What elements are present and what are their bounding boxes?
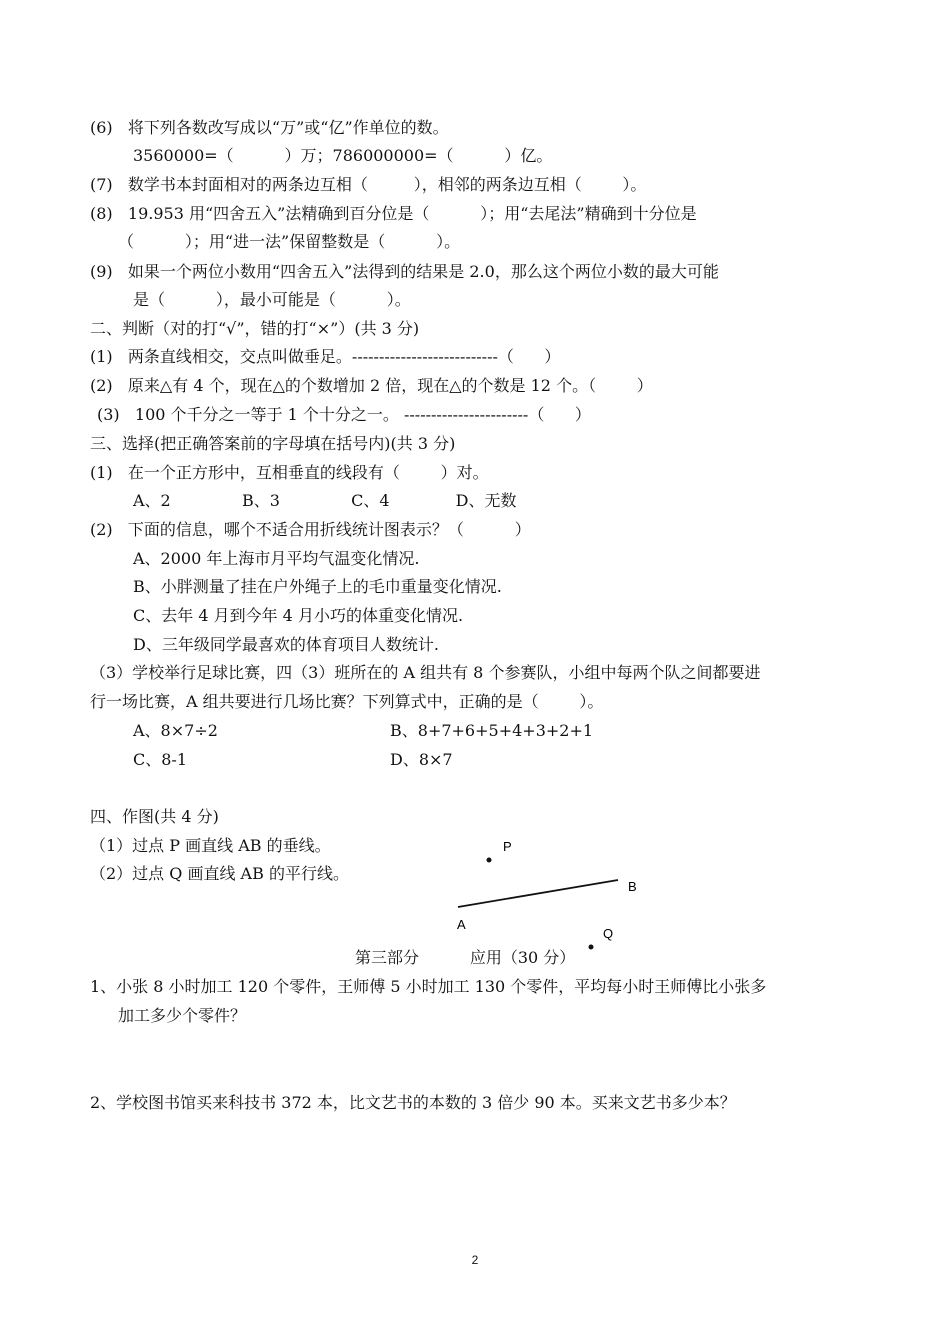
choice-q2-option-c: C、去年 4 月到今年 4 月小巧的体重变化情况.	[133, 606, 464, 625]
q8-text-cont: （ ）；用“进一法”保留整数是（ ）。	[118, 232, 461, 251]
geometry-figure	[440, 830, 680, 950]
choice-q3-cont: 行一场比赛，A 组共要进行几场比赛？下列算式中，正确的是（ ）。	[90, 692, 604, 711]
judge-item-1: (1) 两条直线相交，交点叫做垂足。---------------------------（ ）	[90, 347, 561, 366]
section-choice-title: 三、选择(把正确答案前的字母填在括号内)(共 3 分)	[90, 434, 456, 453]
word-problem-1: 1、小张 8 小时加工 120 个零件，王师傅 5 小时加工 130 个零件，平均每小时王师傅比小张多	[90, 977, 767, 996]
choice-q3-option-a: A、8×7÷2	[133, 721, 218, 740]
q6-prompt: (6) 将下列各数改写成以“万”或“亿”作单位的数。	[90, 118, 449, 137]
section-judge-title: 二、判断（对的打“√”，错的打“×”）(共 3 分)	[90, 319, 420, 338]
q8-text: (8) 19.953 用“四舍五入”法精确到百分位是（ ）；用“去尾法”精确到十分位是	[90, 204, 697, 223]
part-three-title: 第三部分 应用（30 分）	[355, 948, 576, 967]
word-problem-1-cont: 加工多少个零件？	[118, 1006, 247, 1025]
drawing-task-1: （1）过点 P 画直线 AB 的垂线。	[90, 836, 331, 855]
choice-q2-option-a: A、2000 年上海市月平均气温变化情况.	[133, 549, 420, 568]
q9-text-cont: 是（ ），最小可能是（ ）。	[133, 290, 411, 309]
choice-q1-options: A、2 B、3 C、4 D、无数	[133, 491, 517, 510]
q7-text: (7) 数学书本封面相对的两条边互相（ ），相邻的两条边互相（ ）。	[90, 175, 647, 194]
choice-q1: (1) 在一个正方形中，互相垂直的线段有（ ）对。	[90, 463, 489, 482]
point-a-label: A	[457, 917, 466, 932]
choice-q3: （3）学校举行足球比赛，四（3）班所在的 A 组共有 8 个参赛队，小组中每两个队之间都要进	[90, 663, 761, 682]
line-ab	[458, 880, 618, 907]
choice-q2-option-b: B、小胖测量了挂在户外绳子上的毛巾重量变化情况.	[133, 577, 502, 596]
section-drawing-title: 四、作图(共 4 分)	[90, 807, 219, 826]
point-p-label: P	[503, 839, 512, 854]
judge-item-2: (2) 原来△有 4 个，现在△的个数增加 2 倍，现在△的个数是 12 个。（ ）	[90, 376, 653, 395]
point-q-dot	[589, 945, 594, 950]
drawing-task-2: （2）过点 Q 画直线 AB 的平行线。	[90, 864, 349, 883]
judge-item-3: (3) 100 个千分之一等于 1 个十分之一。 -----------------------（ ）	[97, 405, 591, 424]
q9-text: (9) 如果一个两位小数用“四舍五入”法得到的结果是 2.0，那么这个两位小数的最大可能	[90, 262, 719, 281]
q6-blanks: 3560000=（ ）万；786000000=（ ）亿。	[133, 146, 553, 165]
choice-q3-option-d: D、8×7	[390, 750, 453, 769]
point-q-label: Q	[603, 926, 614, 941]
point-p-dot	[487, 858, 492, 863]
choice-q3-option-c: C、8-1	[133, 750, 188, 769]
word-problem-2: 2、学校图书馆买来科技书 372 本，比文艺书的本数的 3 倍少 90 本。买来文艺书多少本？	[90, 1093, 736, 1112]
choice-q3-option-b: B、8+7+6+5+4+3+2+1	[390, 721, 594, 740]
choice-q2: (2) 下面的信息，哪个不适合用折线统计图表示？（ ）	[90, 520, 531, 539]
choice-q2-option-d: D、三年级同学最喜欢的体育项目人数统计.	[133, 635, 439, 654]
point-b-label: B	[628, 879, 637, 894]
page-number: 2	[471, 1253, 479, 1267]
